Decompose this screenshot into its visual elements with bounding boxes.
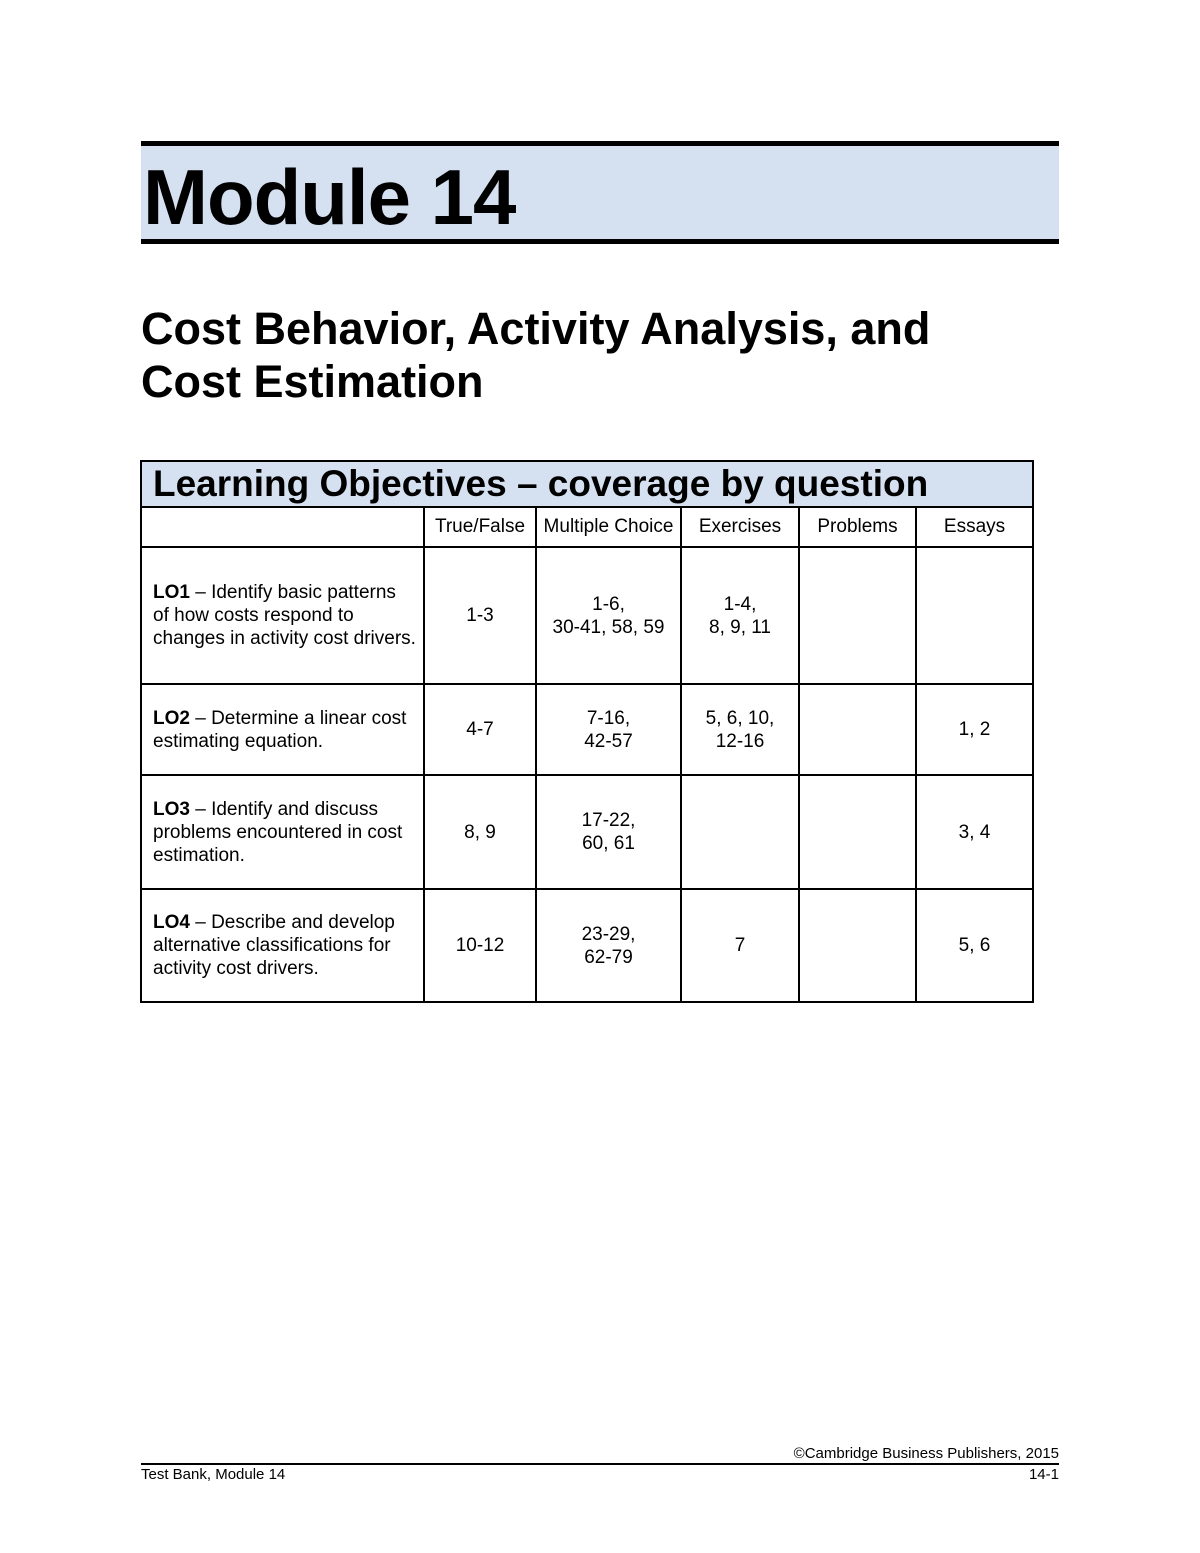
- footer-copyright: ©Cambridge Business Publishers, 2015: [793, 1445, 1059, 1462]
- lo1-mc-line-2: 30-41, 58, 59: [552, 616, 665, 638]
- table-heading: Learning Objectives – coverage by question: [141, 461, 1033, 507]
- lo4-multiple-choice: [536, 889, 681, 1002]
- lo1-description-cell: [141, 547, 424, 684]
- lo4-mc-line-2: 62-79: [584, 946, 633, 968]
- lo3-true-false: [424, 775, 536, 889]
- column-header-blank: [141, 507, 424, 547]
- lo4-true-false-value: 10-12: [455, 935, 505, 956]
- lo1-ex-line-1: 1-4,: [723, 593, 757, 615]
- lo4-problems: [799, 889, 916, 1002]
- lo4-essays: [916, 889, 1033, 1002]
- lo3-description: – Identify and discuss problems encountered in cost estimation.: [153, 798, 403, 866]
- column-header-row: [141, 507, 1033, 547]
- table-row-lo3: [141, 775, 1033, 889]
- lo3-problems: [799, 775, 916, 889]
- chapter-subtitle: [141, 302, 1059, 408]
- lo3-description-cell: [141, 775, 424, 889]
- column-header-essays: Essays: [916, 507, 1033, 547]
- lo1-true-false-value: 1-3: [466, 605, 494, 626]
- column-header-problems: Problems: [799, 507, 916, 547]
- lo2-true-false: [424, 684, 536, 775]
- lo1-code: LO1: [153, 582, 190, 603]
- lo2-multiple-choice: [536, 684, 681, 775]
- lo2-mc-line-2: 42-57: [584, 730, 633, 752]
- lo1-mc-line-1: 1-6,: [592, 593, 625, 615]
- lo3-mc-line-2: 60, 61: [582, 833, 635, 854]
- lo2-essays: [916, 684, 1033, 775]
- lo4-code: LO4: [153, 912, 190, 933]
- table-row-lo2: [141, 684, 1033, 775]
- subtitle-line-1: Cost Behavior, Activity Analysis, and: [141, 303, 931, 354]
- lo1-description: – Identify basic patterns of how costs respond to changes in activity cost drivers.: [153, 582, 416, 649]
- column-header-true-false: True/False: [424, 507, 536, 547]
- lo2-ex-line-1: 5, 6, 10,: [705, 707, 775, 729]
- lo3-essays: [916, 775, 1033, 889]
- lo1-multiple-choice: [536, 547, 681, 684]
- learning-objectives-table: [140, 460, 1034, 1003]
- lo4-description: – Describe and develop alternative classifications for activity cost drivers.: [153, 912, 395, 979]
- lo3-essays-value: 3, 4: [958, 821, 991, 843]
- lo2-description: – Determine a linear cost estimating equation.: [153, 707, 407, 752]
- footer-divider: [141, 1463, 1059, 1465]
- lo4-mc-line-1: 23-29,: [581, 923, 636, 945]
- column-header-exercises: Exercises: [681, 507, 799, 547]
- footer-document-title: Test Bank, Module 14: [141, 1466, 286, 1483]
- lo4-description-cell: [141, 889, 424, 1002]
- lo3-exercises: [681, 775, 799, 889]
- lo2-ex-line-2: 12-16: [715, 730, 765, 752]
- lo2-code: LO2: [153, 707, 190, 729]
- lo2-essays-value: 1, 2: [958, 719, 991, 740]
- module-banner: [141, 141, 1059, 244]
- lo3-code: LO3: [153, 798, 190, 820]
- lo1-essays: [916, 547, 1033, 684]
- lo2-true-false-value: 4-7: [466, 719, 494, 740]
- lo3-multiple-choice: [536, 775, 681, 889]
- lo4-exercises: [681, 889, 799, 1002]
- table-row-lo4: [141, 889, 1033, 1002]
- lo1-problems: [799, 547, 916, 684]
- lo3-mc-line-1: 17-22,: [581, 810, 636, 831]
- module-title: Module 14: [143, 153, 516, 241]
- lo2-description-cell: [141, 684, 424, 775]
- lo3-true-false-value: 8, 9: [464, 821, 496, 843]
- table-row-lo1: [141, 547, 1033, 684]
- footer-page-number: 14-1: [1028, 1466, 1059, 1483]
- lo1-ex-line-2: 8, 9, 11: [709, 616, 771, 638]
- column-header-multiple-choice: Multiple Choice: [536, 507, 681, 547]
- lo4-exercises-value: 7: [734, 935, 746, 956]
- lo4-true-false: [424, 889, 536, 1002]
- lo2-exercises: [681, 684, 799, 775]
- lo1-true-false: [424, 547, 536, 684]
- lo2-mc-line-1: 7-16,: [586, 707, 631, 729]
- lo4-essays-value: 5, 6: [958, 935, 991, 956]
- lo1-exercises: [681, 547, 799, 684]
- subtitle-line-2: Cost Estimation: [141, 356, 484, 407]
- lo2-problems: [799, 684, 916, 775]
